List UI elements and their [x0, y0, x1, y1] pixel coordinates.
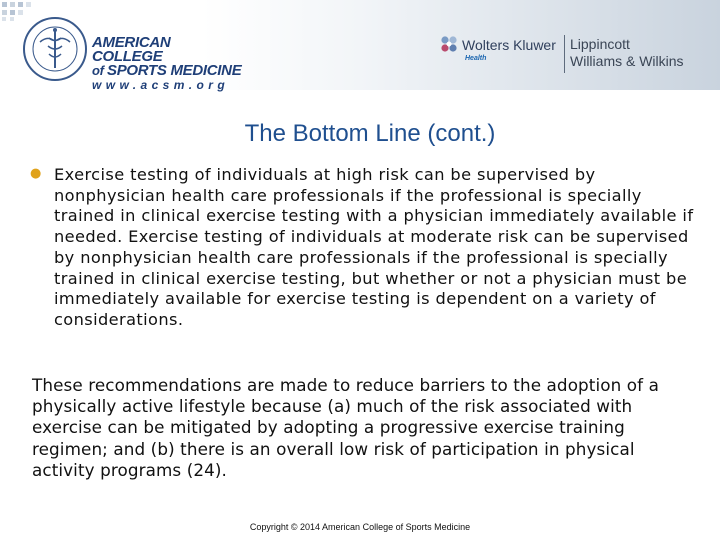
- acsm-wordmark: [92, 36, 242, 92]
- lww-line2: Williams & Wilkins: [570, 53, 684, 69]
- lww-wordmark: [570, 36, 684, 70]
- wolters-kluwer-logo-icon: [439, 34, 459, 54]
- acsm-name-line2: [92, 64, 242, 78]
- acsm-name-of: of: [92, 63, 107, 78]
- body-paragraph: These recommendations are made to reduce barriers to the adoption of a physically active lifestyle because (a) much of the risk associated with exercise can be mitigated by adopting a progressive exercise training regimen; and (b) there is an overall low risk of participation in physical activity programs (24).: [32, 375, 659, 480]
- acsm-seal-logo: [22, 16, 88, 82]
- bullet-text: Exercise testing of individuals at high risk can be supervised by nonphysician health care professionals if the professional is specially trained in clinical exercise testing with a physician immediately available if needed. Exercise testing of individuals at moderate risk can be supervised by nonphysician health care professionals if the professional is specially trained in clinical exercise testing, but whether or not a physician must be immediately available for exercise testing is dependent on a variety of considerations.: [54, 165, 694, 329]
- bullet-dot-icon: ●: [30, 166, 42, 181]
- slide-title: The Bottom Line (cont.): [244, 120, 496, 147]
- acsm-name-line1: AMERICAN COLLEGE: [92, 34, 171, 65]
- slide-header: [0, 0, 720, 90]
- acsm-name-main: SPORTS MEDICINE: [106, 62, 242, 79]
- wolters-kluwer-division: Health: [465, 55, 487, 62]
- copyright-footer: Copyright © 2014 American College of Sports Medicine: [249, 522, 471, 532]
- lww-line1: Lippincott: [570, 36, 630, 52]
- publisher-divider: [564, 35, 565, 73]
- bullet-item: [30, 165, 695, 331]
- wolters-kluwer-name: Wolters Kluwer: [462, 37, 556, 53]
- acsm-url: www.acsm.org: [92, 78, 230, 92]
